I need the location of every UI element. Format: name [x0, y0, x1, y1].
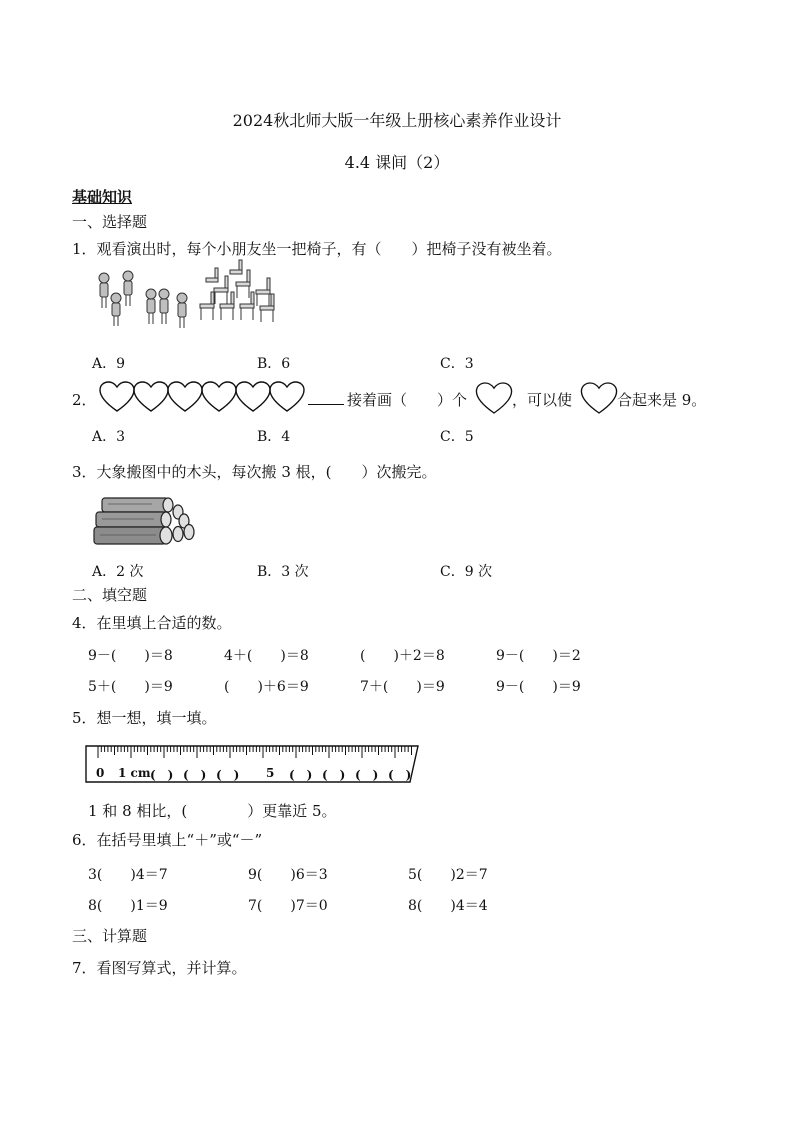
- ruler-label: 1 cm: [118, 766, 151, 780]
- ruler-label: ( ): [216, 768, 240, 782]
- q4-equation: 9－( )＝8: [88, 648, 173, 664]
- q4-equation: 5＋( )＝9: [88, 679, 173, 695]
- ruler-label: ( ): [289, 768, 313, 782]
- heart-icon: [168, 382, 202, 411]
- child-figure-3: [111, 293, 121, 326]
- q6-equation: 8( )1＝9: [88, 898, 168, 914]
- heart-icon: [134, 382, 168, 411]
- question-2-number: 2．: [72, 391, 97, 409]
- heart-icon: [236, 382, 270, 411]
- q2-option-a: A．3: [92, 429, 126, 445]
- q4-equation: 7＋( )＝9: [360, 679, 445, 695]
- hearts-row: [100, 382, 304, 414]
- log-bottom: [94, 525, 194, 545]
- child-figure-4: [146, 289, 156, 324]
- q1-option-a: A．9: [92, 356, 126, 372]
- q1-option-c: C．3: [440, 356, 474, 372]
- q2-text-part1: 接着画（ ）个: [347, 391, 468, 409]
- basic-knowledge-heading: 基础知识: [72, 188, 133, 206]
- q4-equation: 4＋( )＝8: [224, 648, 309, 664]
- log-top: [102, 498, 173, 512]
- section-fill-heading: 二、填空题: [72, 586, 148, 604]
- document-title: 2024秋北师大版一年级上册核心素养作业设计: [232, 111, 562, 130]
- ruler-label: ( ): [355, 768, 379, 782]
- heart-icon: [475, 383, 513, 413]
- chair-1: [200, 292, 214, 320]
- kids-and-chairs-illustration: [96, 268, 286, 330]
- question-3-text: 3．大象搬图中的木头，每次搬 3 根，( ）次搬完。: [72, 463, 437, 481]
- heart-icon: [580, 383, 618, 413]
- q6-equation: 3( )4＝7: [88, 867, 168, 883]
- q4-equation: ( )＋6＝9: [224, 679, 309, 695]
- child-figure-2: [123, 271, 133, 306]
- q2-text-part2: ，可以使: [512, 391, 573, 409]
- question-1-text: 1．观看演出时，每个小朋友坐一把椅子，有（ ）把椅子没有被坐着。: [72, 240, 562, 258]
- chair-5: [240, 292, 254, 320]
- question-5-text: 5．想一想，填一填。: [72, 709, 217, 727]
- chair-8: [230, 260, 242, 274]
- q4-equation: 9－( )＝2: [496, 648, 581, 664]
- q3-option-a: A．2 次: [92, 564, 144, 580]
- question-7-text: 7．看图写算式，并计算。: [72, 959, 247, 977]
- lesson-subtitle: 4.4 课间（2）: [344, 153, 450, 172]
- log-middle-back: [173, 505, 189, 528]
- q5-compare-text: 1 和 8 相比，( ）更靠近 5。: [88, 802, 337, 820]
- ruler-label: ( ): [322, 768, 346, 782]
- child-figure-6: [177, 293, 187, 328]
- ruler-label: 5: [266, 766, 275, 780]
- log-middle-front: [96, 512, 171, 527]
- ruler-label: ( ): [150, 768, 174, 782]
- q2-text-part3: 合起来是 9。: [617, 391, 707, 409]
- question-4-text: 4．在里填上合适的数。: [72, 614, 232, 632]
- q6-equation: 5( )2＝7: [408, 867, 488, 883]
- q2-option-c: C．5: [440, 429, 474, 445]
- q6-equation: 8( )4＝4: [408, 898, 488, 914]
- q2-option-b: B．4: [257, 429, 291, 445]
- ruler-label: 0: [96, 766, 105, 780]
- heart-icon: [270, 382, 304, 411]
- question-6-text: 6．在括号里填上“＋”或“－”: [72, 831, 263, 849]
- section-calc-heading: 三、计算题: [72, 927, 148, 945]
- ruler-label: ( ): [183, 768, 207, 782]
- chair-9: [206, 268, 218, 282]
- q2-answer-blank: [308, 404, 344, 405]
- q4-equation: ( )＋2＝8: [360, 648, 445, 664]
- q6-equation: 7( )7＝0: [248, 898, 328, 914]
- child-figure-1: [99, 273, 109, 308]
- chair-7: [260, 294, 274, 322]
- q4-equation: 9－( )＝9: [496, 679, 581, 695]
- section-choice-heading: 一、选择题: [72, 213, 148, 231]
- child-figure-5: [159, 289, 169, 324]
- log-pile-illustration: [92, 494, 196, 550]
- q3-option-c: C．9 次: [440, 564, 493, 580]
- q6-equation: 9( )6＝3: [248, 867, 328, 883]
- ruler-label: ( ): [388, 768, 412, 782]
- q3-option-b: B．3 次: [257, 564, 309, 580]
- q1-option-b: B．6: [257, 356, 291, 372]
- chair-6: [256, 278, 270, 306]
- heart-icon: [100, 382, 134, 411]
- heart-icon: [202, 382, 236, 411]
